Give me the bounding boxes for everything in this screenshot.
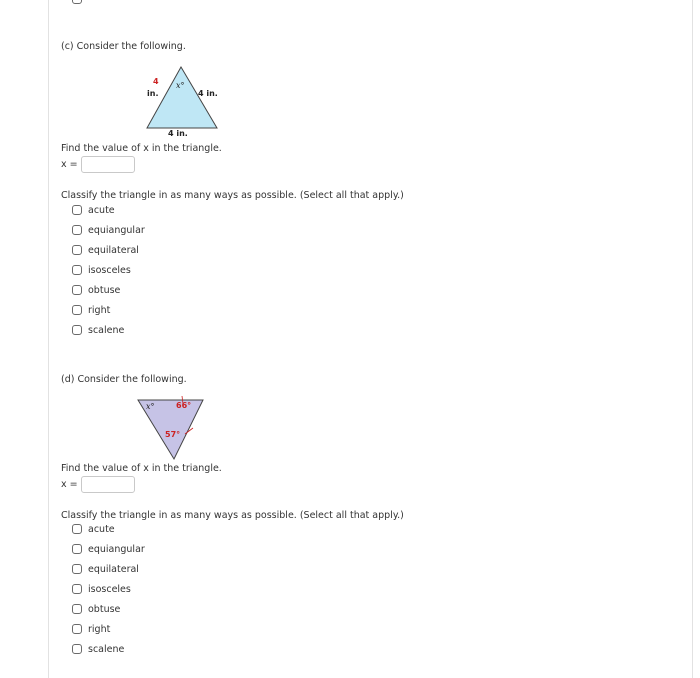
part-d-heading: (d) Consider the following. (61, 374, 187, 385)
part-c-classify-prompt: Classify the triangle in as many ways as possible. (Select all that apply.) (61, 190, 404, 201)
part-c-option-equiangular[interactable] (72, 223, 145, 237)
part-d-classify-prompt: Classify the triangle in as many ways as possible. (Select all that apply.) (61, 510, 404, 521)
part-c-option-right[interactable] (72, 303, 110, 317)
part-c-x-input[interactable] (81, 156, 135, 173)
option-label: obtuse (88, 284, 121, 296)
part-c-option-acute[interactable] (72, 203, 115, 217)
part-c-option-scalene[interactable] (72, 323, 124, 337)
checkbox[interactable] (72, 524, 82, 534)
inverted-triangle-figure (132, 394, 212, 464)
part-d-option-acute[interactable] (72, 522, 115, 536)
checkbox[interactable] (72, 584, 82, 594)
checkbox[interactable] (72, 245, 82, 255)
part-d-x-input[interactable] (81, 476, 135, 493)
part-c-x-prefix: x = (61, 159, 78, 170)
triangle-c-left-unit: in. (147, 89, 159, 98)
checkbox[interactable] (72, 325, 82, 335)
option-label: isosceles (88, 264, 131, 276)
part-d-find-prompt: Find the value of x in the triangle. (61, 463, 222, 474)
option-label: equilateral (88, 563, 139, 575)
checkbox[interactable] (72, 604, 82, 614)
option-label: scalene (88, 643, 125, 655)
triangle-d-left-angle: x° (146, 402, 155, 411)
part-d-option-equiangular[interactable] (72, 542, 145, 556)
triangle-c-left-value: 4 (153, 77, 159, 86)
option-label: equiangular (88, 224, 145, 236)
part-c-find-prompt: Find the value of x in the triangle. (61, 143, 222, 154)
option-label: isosceles (88, 583, 131, 595)
option-label: acute (88, 523, 115, 535)
option-label: right (88, 623, 111, 635)
triangle-d-lower-angle: 57° (165, 430, 181, 439)
part-d-x-prefix: x = (61, 479, 78, 490)
part-d-option-scalene[interactable] (72, 642, 124, 656)
part-c-option-equilateral[interactable] (72, 243, 139, 257)
triangle-c-right-label: 4 in. (198, 89, 218, 98)
option-label: obtuse (88, 603, 121, 615)
triangle-c-apex-angle: x° (176, 81, 185, 90)
checkbox[interactable] (72, 644, 82, 654)
option-label: equilateral (88, 244, 139, 256)
option-label: scalene (88, 324, 125, 336)
checkbox[interactable] (72, 624, 82, 634)
part-c-heading: (c) Consider the following. (61, 41, 186, 52)
option-label: acute (88, 204, 115, 216)
part-c-option-obtuse[interactable] (72, 283, 120, 297)
part-d-option-right[interactable] (72, 622, 110, 636)
checkbox[interactable] (72, 305, 82, 315)
checkbox[interactable] (72, 265, 82, 275)
equilateral-triangle-figure (140, 62, 230, 140)
part-d-option-isosceles[interactable] (72, 582, 131, 596)
checkbox[interactable] (72, 544, 82, 554)
option-label: right (88, 304, 111, 316)
checkbox[interactable] (72, 285, 82, 295)
part-d-option-equilateral[interactable] (72, 562, 139, 576)
triangle-c-bottom-label: 4 in. (168, 129, 188, 138)
cutoff-checkbox[interactable] (72, 0, 82, 4)
checkbox[interactable] (72, 205, 82, 215)
triangle-d-right-angle: 66° (176, 401, 192, 410)
checkbox[interactable] (72, 564, 82, 574)
part-c-option-isosceles[interactable] (72, 263, 131, 277)
checkbox[interactable] (72, 225, 82, 235)
part-d-option-obtuse[interactable] (72, 602, 120, 616)
option-label: equiangular (88, 543, 145, 555)
